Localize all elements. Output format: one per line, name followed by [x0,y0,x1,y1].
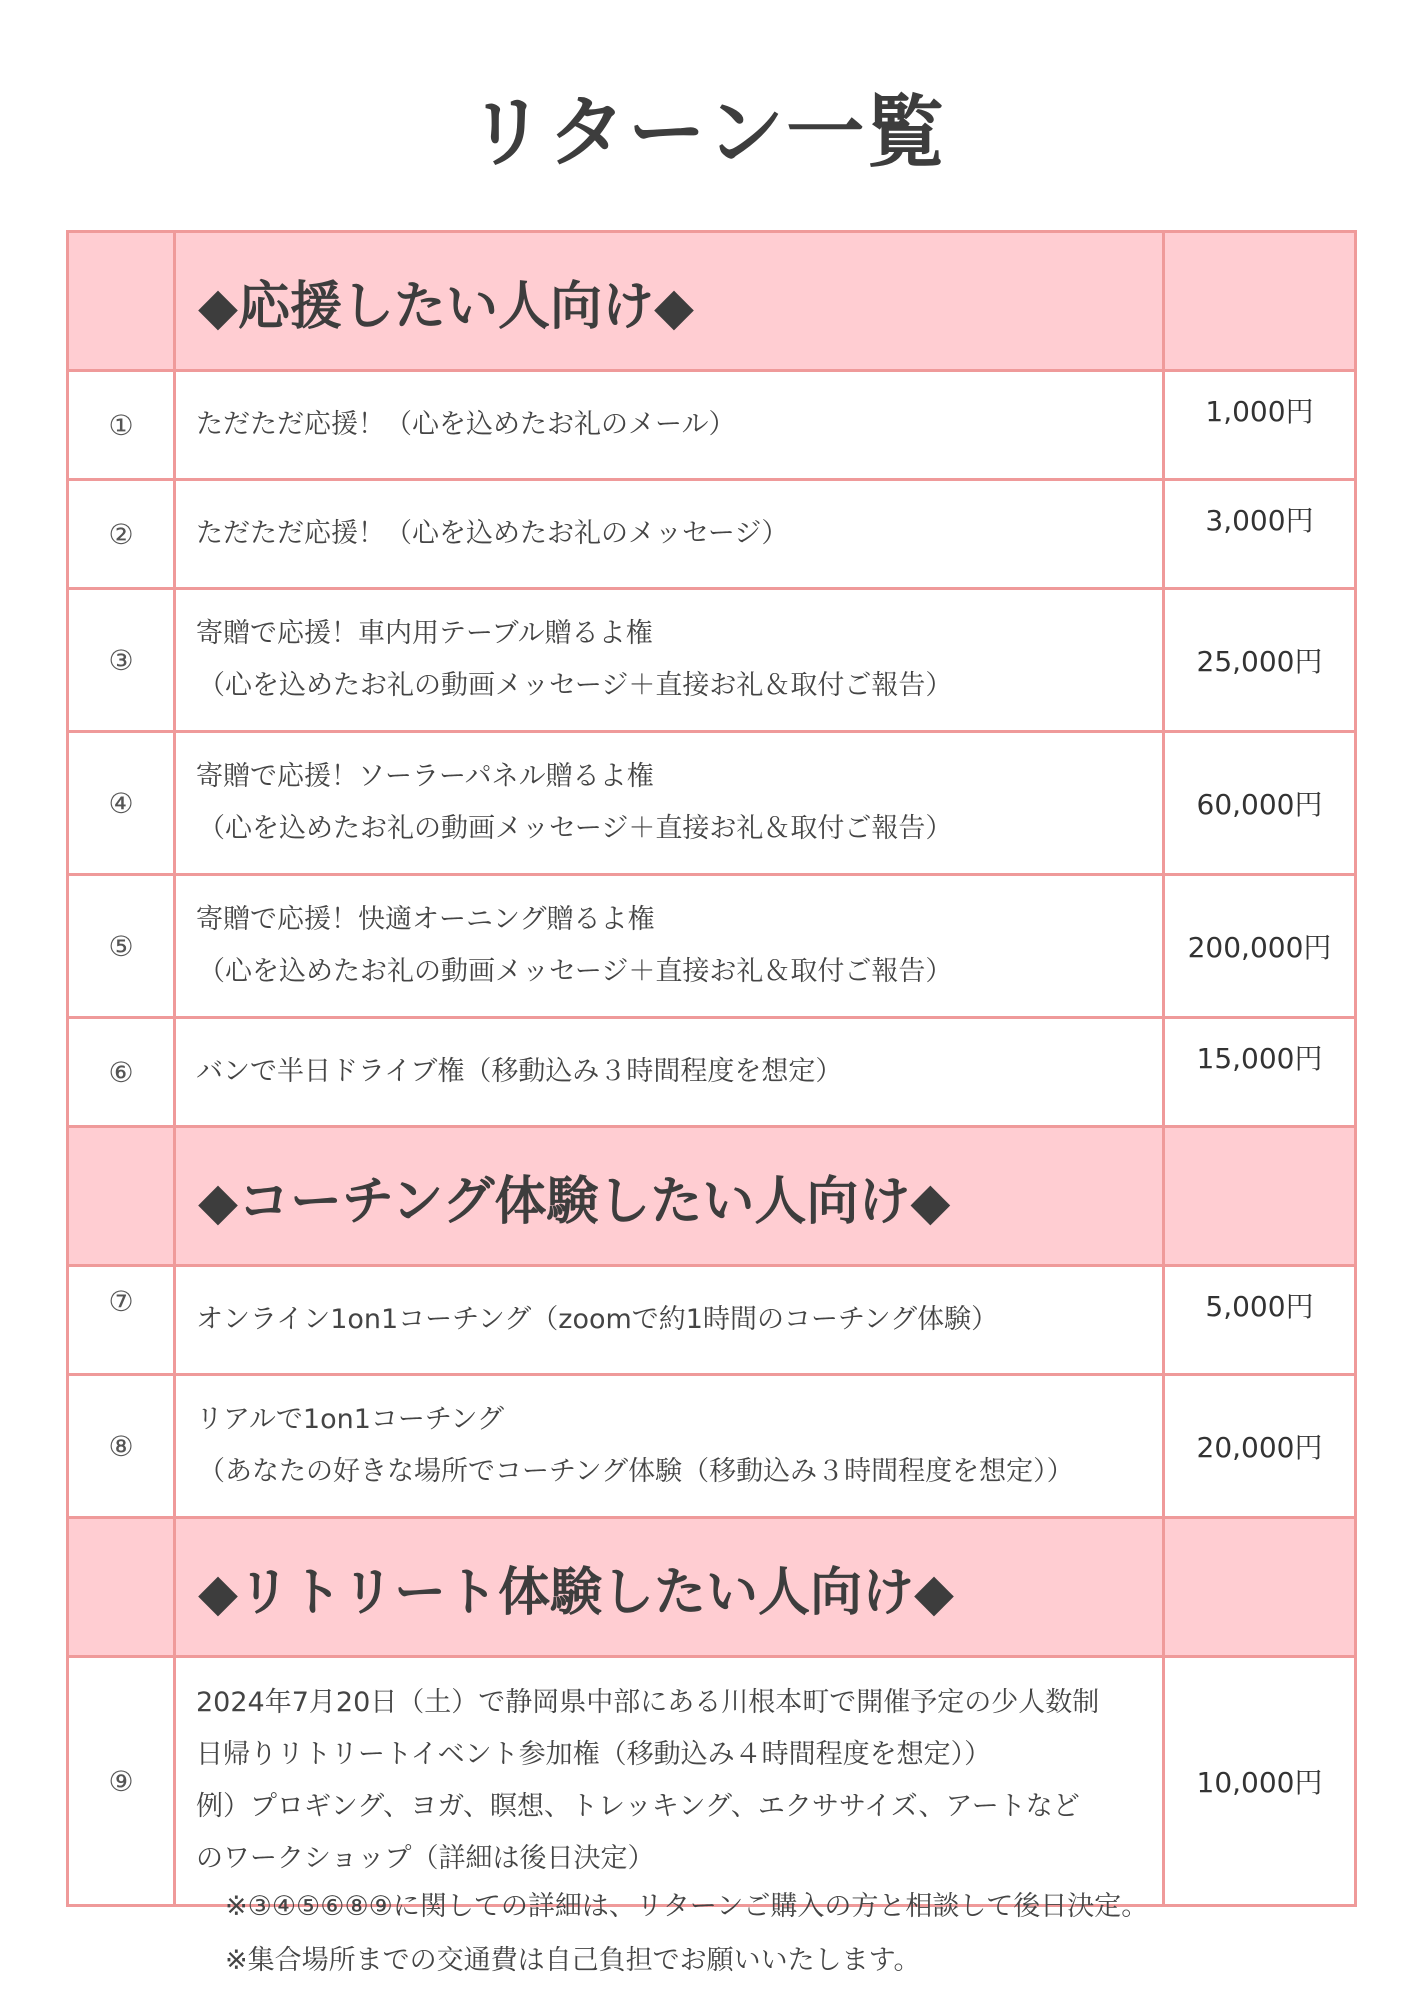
item-description-line: （心を込めたお礼の動画メッセージ＋直接お礼＆取付ご報告） [198,670,953,701]
footnote: ※集合場所までの交通費は自己負担でお願いいたします。 [225,1945,921,1976]
item-description-line: 寄贈で応援！車内用テーブル贈るよ権 [196,618,653,649]
item-description-line: 寄贈で応援！ソーラーパネル贈るよ権 [196,761,654,792]
section-heading: ◆コーチング体験したい人向け◆ [175,1127,1164,1266]
table-row [68,1657,1356,1906]
footnote: ※③④⑤⑥⑧⑨に関しての詳細は、リターンご購入の方と相談して後日決定。 [225,1891,1149,1922]
item-description [175,732,1164,875]
item-description-line: ただただ応援！（心を込めたお礼のメール） [196,409,736,440]
item-price: 20,000円 [1164,1375,1356,1518]
table-row [68,1018,1356,1127]
item-description [175,1375,1164,1518]
item-description [175,371,1164,480]
footnotes [225,1880,1148,1988]
item-number: ① [68,371,175,480]
item-description-line: （あなたの好きな場所でコーチング体験（移動込み３時間程度を想定）） [198,1456,1074,1487]
item-description [175,1266,1164,1375]
item-price: 5,000円 [1164,1266,1356,1375]
section-num-cell [68,232,175,371]
item-description [175,480,1164,589]
item-price: 1,000円 [1164,371,1356,480]
item-description-line: 例）プロギング、ヨガ、瞑想、トレッキング、エクササイズ、アートなど [196,1791,1080,1822]
table-row [68,732,1356,875]
page-title: リターン一覧 [467,88,947,178]
item-description-line: オンライン1on1コーチング（zoomで約1時間のコーチング体験） [196,1304,999,1335]
item-price: 25,000円 [1164,589,1356,732]
section-price-cell [1164,232,1356,371]
table-row [68,1266,1356,1375]
item-description-line: 2024年7月20日（土）で静岡県中部にある川根本町で開催予定の少人数制 [196,1687,1100,1718]
item-description-line: （心を込めたお礼の動画メッセージ＋直接お礼＆取付ご報告） [198,956,953,987]
item-description-line: リアルで1on1コーチング [196,1404,505,1435]
item-description-line: バンで半日ドライブ権（移動込み３時間程度を想定） [196,1056,843,1087]
item-number: ⑥ [68,1018,175,1127]
item-description [175,1657,1164,1906]
section-header-coaching [68,1127,1356,1266]
item-description-line: のワークショップ（詳細は後日決定） [196,1843,655,1874]
table-row [68,371,1356,480]
item-number: ⑨ [68,1657,175,1906]
item-number: ⑦ [68,1266,175,1375]
item-number: ⑧ [68,1375,175,1518]
table-row [68,875,1356,1018]
item-price: 3,000円 [1164,480,1356,589]
section-price-cell [1164,1127,1356,1266]
table-row [68,480,1356,589]
item-description [175,589,1164,732]
item-description-line: 日帰りリトリートイベント参加権（移動込み４時間程度を想定）） [196,1739,992,1770]
item-price: 200,000円 [1164,875,1356,1018]
section-num-cell [68,1127,175,1266]
table-row [68,1375,1356,1518]
returns-table [66,230,1357,1907]
item-price: 15,000円 [1164,1018,1356,1127]
item-number: ② [68,480,175,589]
section-heading: ◆応援したい人向け◆ [175,232,1164,371]
item-price: 10,000円 [1164,1657,1356,1906]
item-description [175,875,1164,1018]
item-description-line: 寄贈で応援！快適オーニング贈るよ権 [196,904,655,935]
item-number: ④ [68,732,175,875]
section-header-support [68,232,1356,371]
item-price: 60,000円 [1164,732,1356,875]
item-description-line: ただただ応援！（心を込めたお礼のメッセージ） [196,518,789,549]
table-row [68,589,1356,732]
item-number: ⑤ [68,875,175,1018]
item-description-line: （心を込めたお礼の動画メッセージ＋直接お礼＆取付ご報告） [198,813,953,844]
section-header-retreat [68,1518,1356,1657]
section-num-cell [68,1518,175,1657]
item-description [175,1018,1164,1127]
section-heading: ◆リトリート体験したい人向け◆ [175,1518,1164,1657]
section-price-cell [1164,1518,1356,1657]
item-number: ③ [68,589,175,732]
